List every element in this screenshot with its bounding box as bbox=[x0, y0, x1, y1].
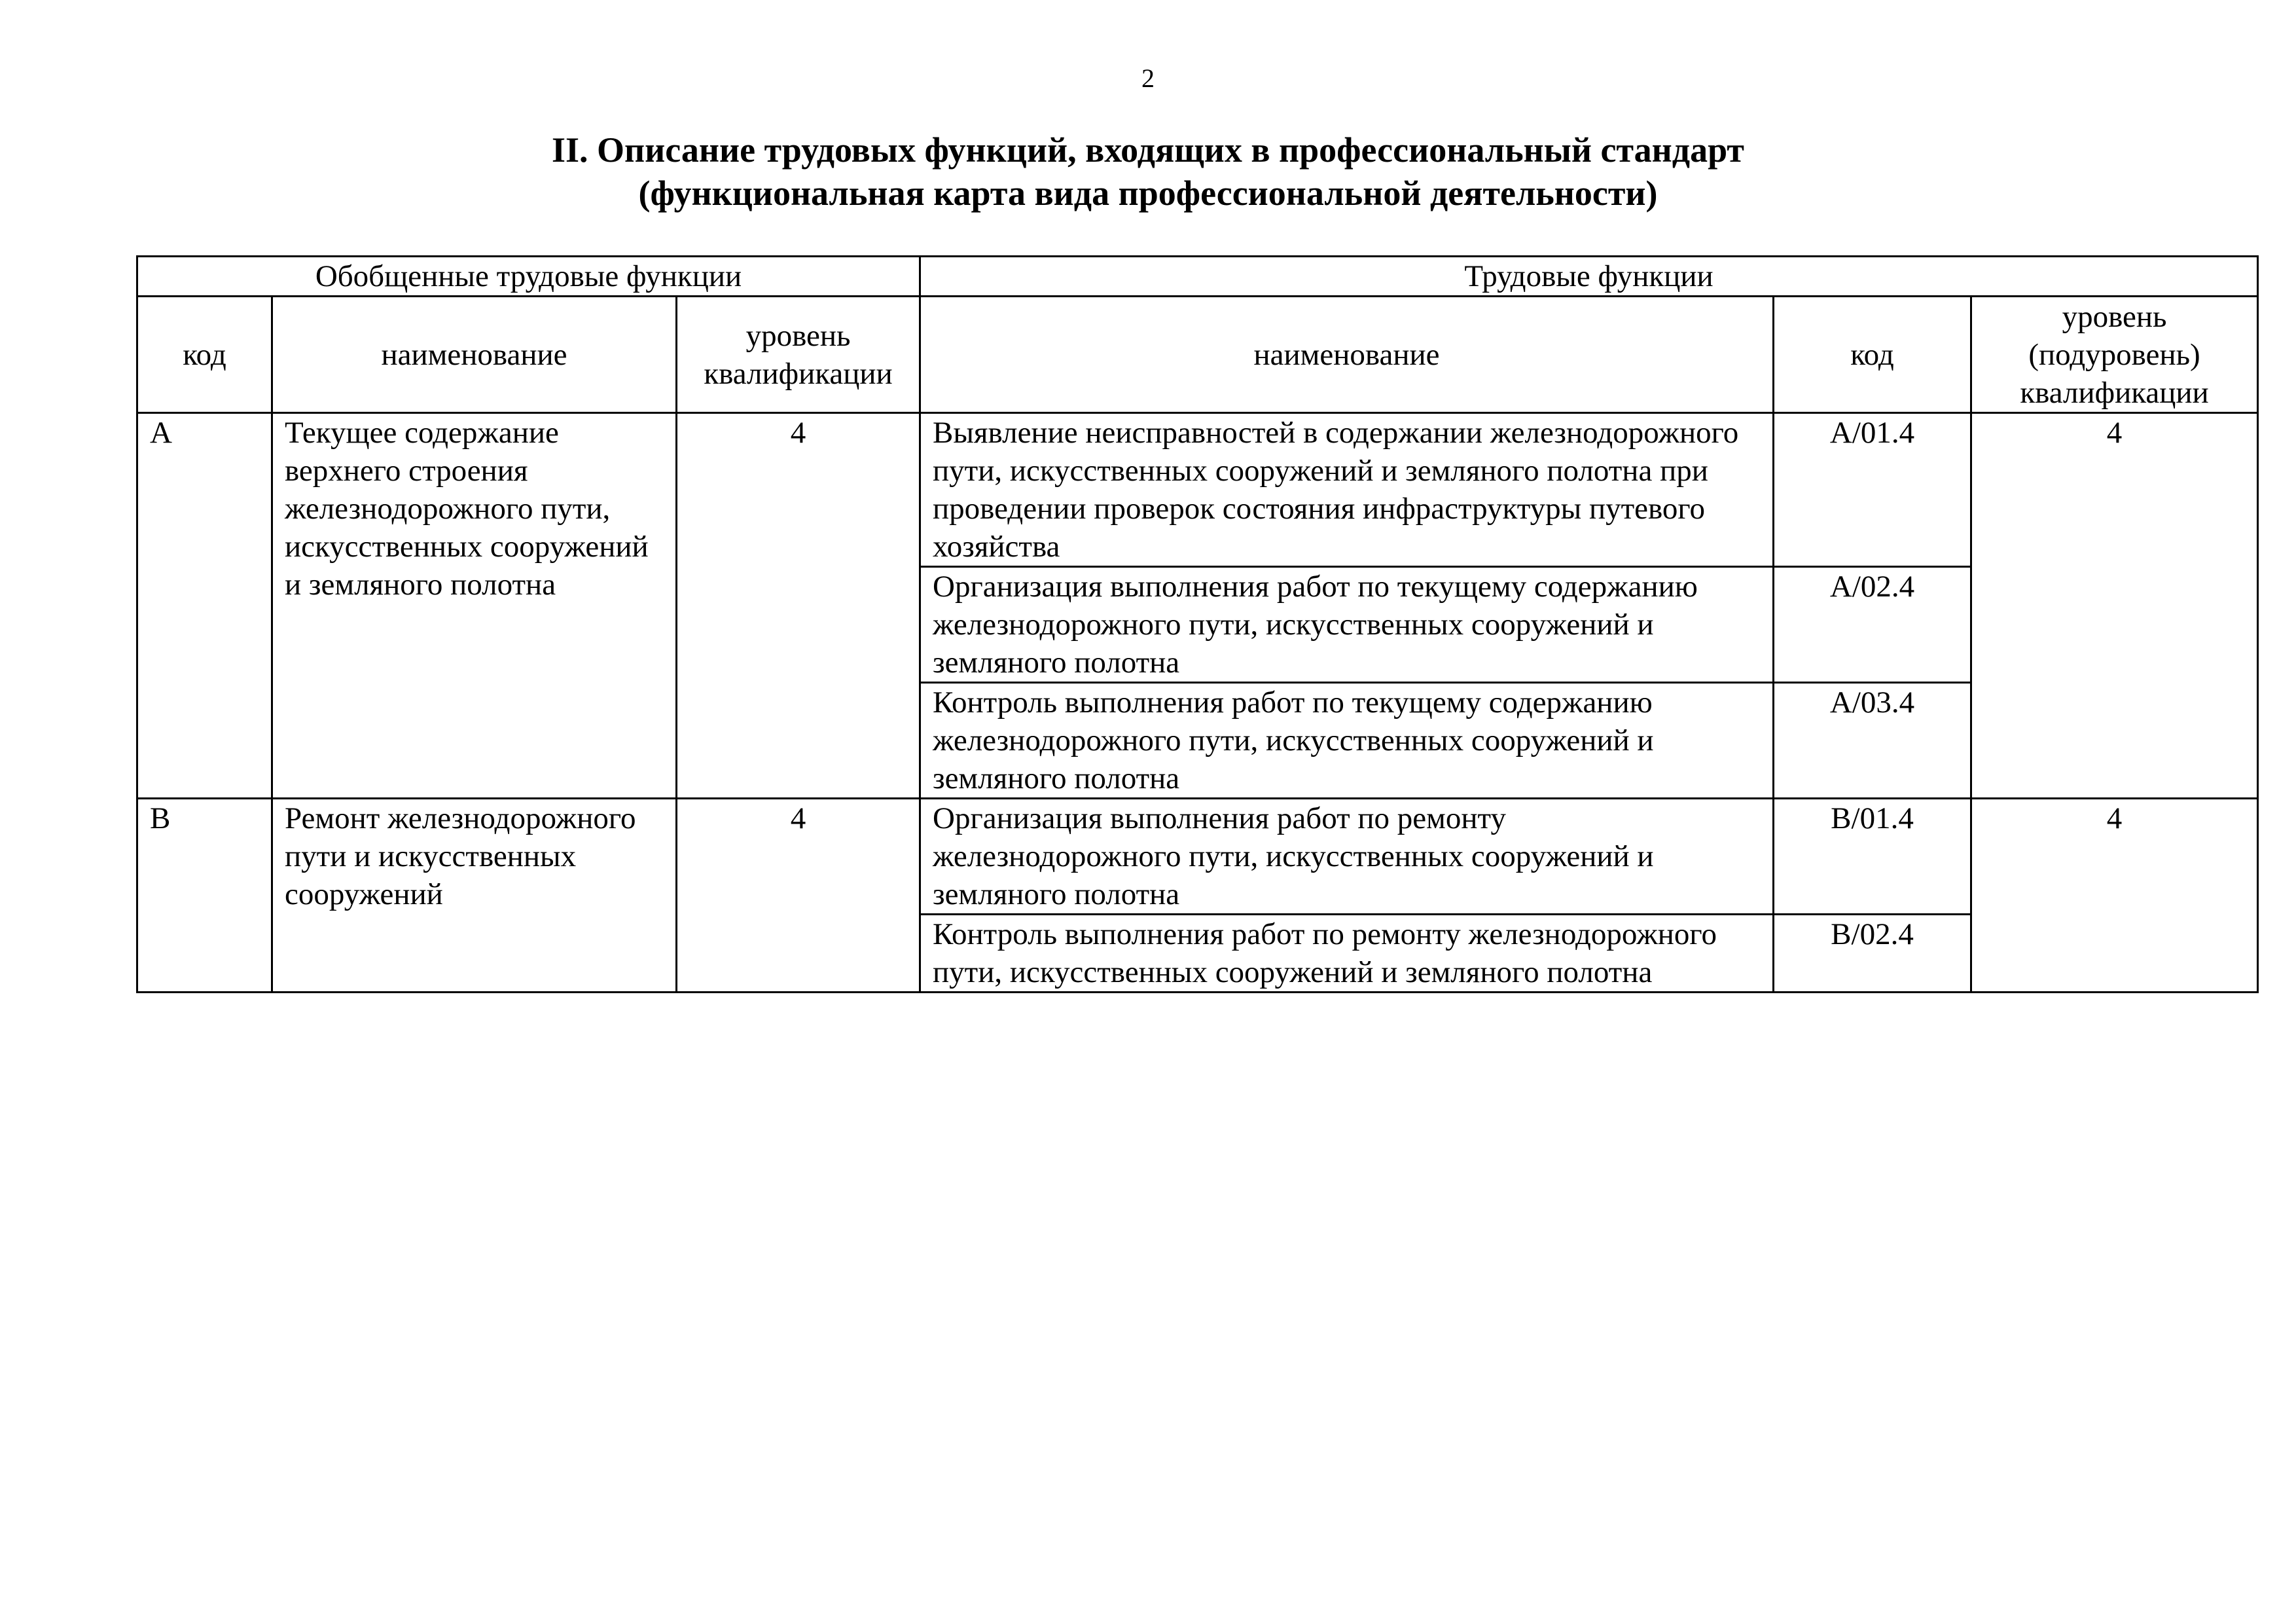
tf-level: 4 bbox=[1971, 799, 2258, 993]
heading-line-1: II. Описание трудовых функций, входящих в профессиональный стандарт bbox=[552, 130, 1744, 170]
column-header-tf-code: код bbox=[1774, 297, 1971, 413]
column-header-tf-level: уровень (подуровень) квалификации bbox=[1971, 297, 2258, 413]
tf-name: Выявление неисправностей в содержании железнодорожного пути, искусственных сооружений и земляного полотна при проведении проверок состояния инфраструктуры путевого хозяйства bbox=[920, 413, 1774, 567]
tf-name: Организация выполнения работ по ремонту железнодорожного пути, искусственных сооружений и земляного полотна bbox=[920, 799, 1774, 915]
header-labor-functions: Трудовые функции bbox=[920, 257, 2258, 297]
gtf-level: 4 bbox=[677, 799, 920, 993]
tf-name: Контроль выполнения работ по ремонту железнодорожного пути, искусственных сооружений и земляного полотна bbox=[920, 915, 1774, 993]
functional-map-table bbox=[136, 255, 2259, 993]
tf-name: Контроль выполнения работ по текущему содержанию железнодорожного пути, искусственных сооружений и земляного полотна bbox=[920, 683, 1774, 799]
column-header-level: уровень квалификации bbox=[677, 297, 920, 413]
tf-code: В/02.4 bbox=[1774, 915, 1971, 993]
tf-code: В/01.4 bbox=[1774, 799, 1971, 915]
page-number: 2 bbox=[1141, 64, 1155, 93]
column-header-code: код bbox=[137, 297, 272, 413]
table-row bbox=[137, 799, 2258, 915]
tf-code: А/03.4 bbox=[1774, 683, 1971, 799]
tf-name: Организация выполнения работ по текущему содержанию железнодорожного пути, искусственных сооружений и земляного полотна bbox=[920, 567, 1774, 683]
gtf-code: А bbox=[137, 413, 272, 799]
header-generalized-functions: Обобщенные трудовые функции bbox=[137, 257, 920, 297]
tf-code: А/02.4 bbox=[1774, 567, 1971, 683]
gtf-level: 4 bbox=[677, 413, 920, 799]
column-header-name: наименование bbox=[272, 297, 677, 413]
table-row bbox=[137, 413, 2258, 567]
column-header-tf-name: наименование bbox=[920, 297, 1774, 413]
gtf-name: Текущее содержание верхнего строения железнодорожного пути, искусственных сооружений и земляного полотна bbox=[272, 413, 677, 799]
section-heading bbox=[0, 128, 2296, 215]
gtf-code: В bbox=[137, 799, 272, 993]
tf-level: 4 bbox=[1971, 413, 2258, 799]
tf-code: А/01.4 bbox=[1774, 413, 1971, 567]
gtf-name: Ремонт железнодорожного пути и искусственных сооружений bbox=[272, 799, 677, 993]
heading-line-2: (функциональная карта вида профессиональной деятельности) bbox=[638, 173, 1658, 213]
